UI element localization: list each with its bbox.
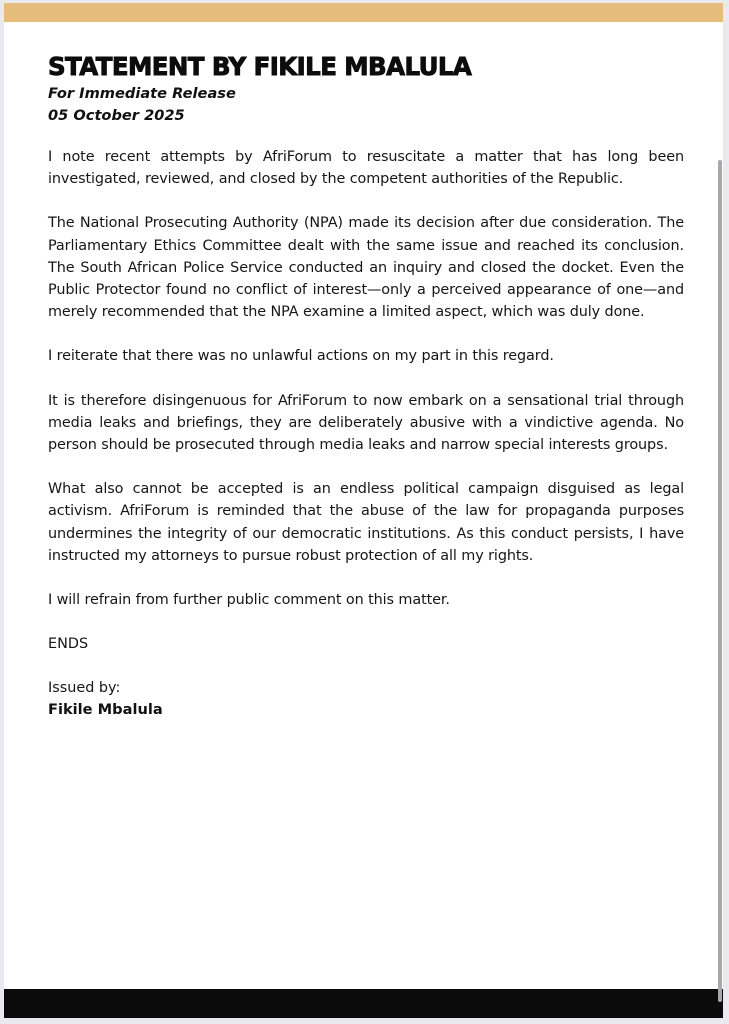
statement-date: 05 October 2025 bbox=[48, 107, 185, 124]
paragraph-2: The National Prosecuting Authority (NPA) made its decision after due consideration. The Parliamentary Ethics Committee dealt with the same issue and reached its conclusion. The South African Police Service conducted an inquiry and closed the docket. Even the Public Protector found no conflict of interest—only a perceived appearance of one—and merely recommended that the NPA examine a limited aspect, which was duly done. bbox=[48, 215, 684, 321]
statement-title: STATEMENT BY FIKILE MBALULA bbox=[48, 52, 472, 81]
paragraph-4: It is therefore disingenuous for AfriForum to now embark on a sensational trial through media leaks and briefings, they are deliberately abusive with a vindictive agenda. No person should be prosecuted through media leaks and narrow special interests groups. bbox=[48, 392, 684, 454]
footer-bar bbox=[4, 989, 723, 1018]
release-notice: For Immediate Release bbox=[48, 85, 236, 102]
vertical-scrollbar[interactable] bbox=[718, 160, 723, 1002]
document-page bbox=[4, 3, 723, 1018]
issued-by-label: Issued by: bbox=[48, 680, 121, 697]
paragraph-5: What also cannot be accepted is an endless political campaign disguised as legal activism. AfriForum is reminded that the abuse of the law for propaganda purposes undermines the integrity of our democratic institutions. As this conduct persists, I have instructed my attorneys to pursue robust protection of all my rights. bbox=[48, 481, 684, 564]
paragraph-6: I will refrain from further public comment on this matter. bbox=[48, 592, 450, 609]
header-accent-bar bbox=[4, 3, 723, 22]
statement-body bbox=[48, 146, 684, 721]
paragraph-3: I reiterate that there was no unlawful actions on my part in this regard. bbox=[48, 348, 554, 365]
statement-content bbox=[48, 51, 684, 721]
ends-marker: ENDS bbox=[48, 636, 89, 653]
scrollbar-thumb[interactable] bbox=[718, 160, 722, 1002]
issued-by-name: Fikile Mbalula bbox=[48, 701, 163, 719]
paragraph-1: I note recent attempts by AfriForum to resuscitate a matter that has long been investigated, reviewed, and closed by the competent authorities of the Republic. bbox=[48, 149, 684, 188]
